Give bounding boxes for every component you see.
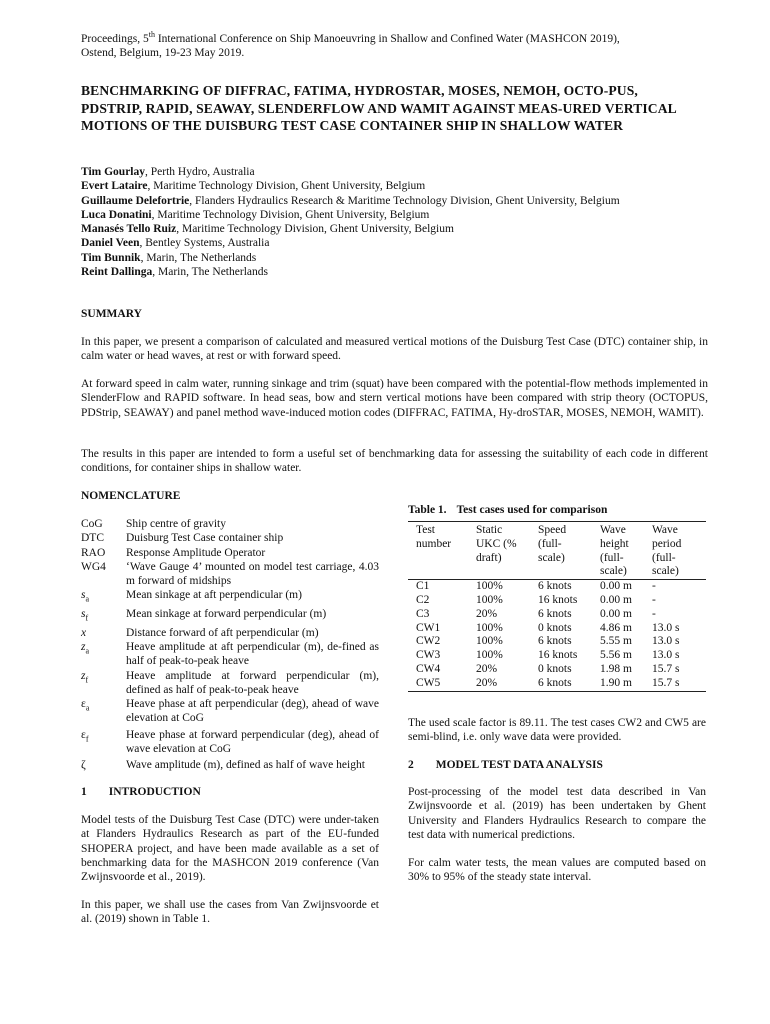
header-line-2: Ostend, Belgium, 19-23 May 2019. [81, 47, 245, 60]
column-header: Test number [416, 524, 452, 550]
table-row: C2 100% 16 knots 0.00 m - [416, 593, 656, 606]
scale-factor-paragraph: The used scale factor is 89.11. The test cases CW2 and CW5 are semi-blind, i.e. only wave data were provided. [408, 717, 706, 744]
table-header-row [408, 522, 706, 580]
nomenclature-item: $s_a$ Mean sinkage at aft perpendicular (m) [81, 589, 302, 604]
table-row: C3 20% 6 knots 0.00 m - [416, 607, 656, 620]
table-row: CW1 100% 0 knots 4.86 m 13.0 s [416, 621, 680, 634]
author-list [81, 165, 721, 279]
intro-paragraph-1: Model tests of the Duisburg Test Case (DTC) were under-taken at Flanders Hydraulics Research as part of the EU-funded SHOPERA project, and have been made available as a set of benchmarking data for the MASHCON 2019 conference (Van Zwijnsvoorde et al., 2019). [81, 814, 379, 884]
section-2-paragraph-1: Post-processing of the model test data described in Van Zwijnsvoorde et al. (2019) has been undertaken by Ghent University and Flanders Hydraulics Research to compare the test data with numerical predictions. [408, 786, 706, 841]
author-line: Tim Gourlay, Perth Hydro, Australia [81, 166, 255, 178]
header-line-1: Proceedings, 5th International Conference on Ship Manoeuvring in Shallow and Confined Water (MASHCON 2019), [81, 30, 620, 45]
nomenclature-item: RAO Response Amplitude Operator [81, 546, 266, 559]
table-1-caption: Table 1. Test cases used for comparison [408, 504, 608, 516]
author-line: Reint Dallinga, Marin, The Netherlands [81, 266, 268, 279]
column-header: Wave period (full- scale) [652, 524, 682, 578]
author-line: Manasés Tello Ruiz, Maritime Technology Division, Ghent University, Belgium [81, 223, 454, 236]
nomenclature-item: DTC Duisburg Test Case container ship [81, 532, 284, 545]
author-line: Evert Lataire, Maritime Technology Division, Ghent University, Belgium [81, 180, 426, 193]
test-cases-table [408, 521, 706, 692]
column-header: Static UKC (% draft) [476, 524, 517, 564]
nomenclature-item: $z_f$ Heave amplitude at forward perpendicular (m), defined as half of peak-to-peak heave [81, 669, 379, 696]
summary-paragraph-2: At forward speed in calm water, running sinkage and trim (squat) have been compared with the potential-flow methods implemented in SlenderFlow and RAPID software. In head seas, bow and stern vertical motions have been compared with strip theory (OCTOPUS, PDStrip, SEAWAY) and panel method wave-induced motion codes (DIFFRAC, FATIMA, Hy-droSTAR, MOSES, NEMOH, WAMIT). [81, 378, 708, 419]
summary-paragraph-3: The results in this paper are intended to form a useful set of benchmarking data for assessing the suitability of each code in different conditions, for container ships in shallow water. [81, 448, 708, 475]
nomenclature-heading: NOMENCLATURE [81, 490, 181, 502]
nomenclature-item: WG4 ‘Wave Gauge 4’ mounted on model test carriage, 4.03 m forward of midships [81, 560, 379, 588]
column-header: Wave height (full- scale) [600, 524, 629, 578]
intro-paragraph-2: In this paper, we shall use the cases from Van Zwijnsvoorde et al. (2019) shown in Table 1. [81, 899, 379, 926]
nomenclature-item: $s_f$ Mean sinkage at forward perpendicular (m) [81, 608, 327, 623]
table-row: C1 100% 6 knots 0.00 m - [416, 580, 656, 593]
author-line: Tim Bunnik, Marin, The Netherlands [81, 251, 257, 264]
nomenclature-item: ζ Wave amplitude (m), defined as half of wave height [81, 759, 365, 772]
section-2-heading: 2 MODEL TEST DATA ANALYSIS [408, 759, 603, 771]
author-line: Guillaume Delefortrie, Flanders Hydraulics Research & Maritime Technology Division, Ghent University, Belgium [81, 194, 620, 207]
paper-title: BENCHMARKING OF DIFFRAC, FATIMA, HYDROSTAR, MOSES, NEMOH, OCTO-PUS, PDSTRIP, RAPID, SEAWAY, SLENDERFLOW AND WAMIT AGAINST MEAS-URED VERTICAL MOTIONS OF THE DUISBURG TEST CASE CONTAINER SHIP IN SHALLOW WATER [81, 83, 677, 133]
section-1-heading: 1 INTRODUCTION [81, 786, 201, 798]
author-line: Daniel Veen, Bentley Systems, Australia [81, 237, 270, 250]
nomenclature-item: $\varepsilon_f$ Heave phase at forward perpendicular (deg), ahead of wave elevation at CoG [81, 728, 379, 756]
nomenclature-item: CoG Ship centre of gravity [81, 518, 226, 530]
table-row: CW4 20% 0 knots 1.98 m 15.7 s [416, 662, 680, 675]
table-row: CW5 20% 6 knots 1.90 m 15.7 s [408, 677, 706, 691]
nomenclature-item: $\varepsilon_a$ Heave phase at aft perpendicular (deg), ahead of wave elevation at CoG [81, 698, 379, 725]
table-row: CW3 100% 16 knots 5.56 m 13.0 s [416, 649, 680, 662]
table-row: CW2 100% 6 knots 5.55 m 13.0 s [416, 635, 680, 648]
nomenclature-item: x Distance forward of aft perpendicular (m) [81, 626, 319, 639]
nomenclature-item: $z_a$ Heave amplitude at aft perpendicular (m), de-fined as half of peak-to-peak heave [81, 640, 379, 668]
summary-heading: SUMMARY [81, 308, 142, 320]
nomenclature-list [81, 517, 379, 773]
table-1 [408, 521, 706, 692]
author-line: Luca Donatini, Maritime Technology Division, Ghent University, Belgium [81, 208, 430, 221]
summary-paragraph-1: In this paper, we present a comparison of calculated and measured vertical motions of the Duisburg Test Case (DTC) container ship, in calm water or head waves, at rest or with forward speed. [81, 336, 708, 363]
proceedings-header [81, 32, 713, 61]
section-2-paragraph-2: For calm water tests, the mean values are computed based on 30% to 95% of the steady state interval. [408, 857, 706, 884]
column-header: Speed (full- scale) [538, 524, 567, 564]
